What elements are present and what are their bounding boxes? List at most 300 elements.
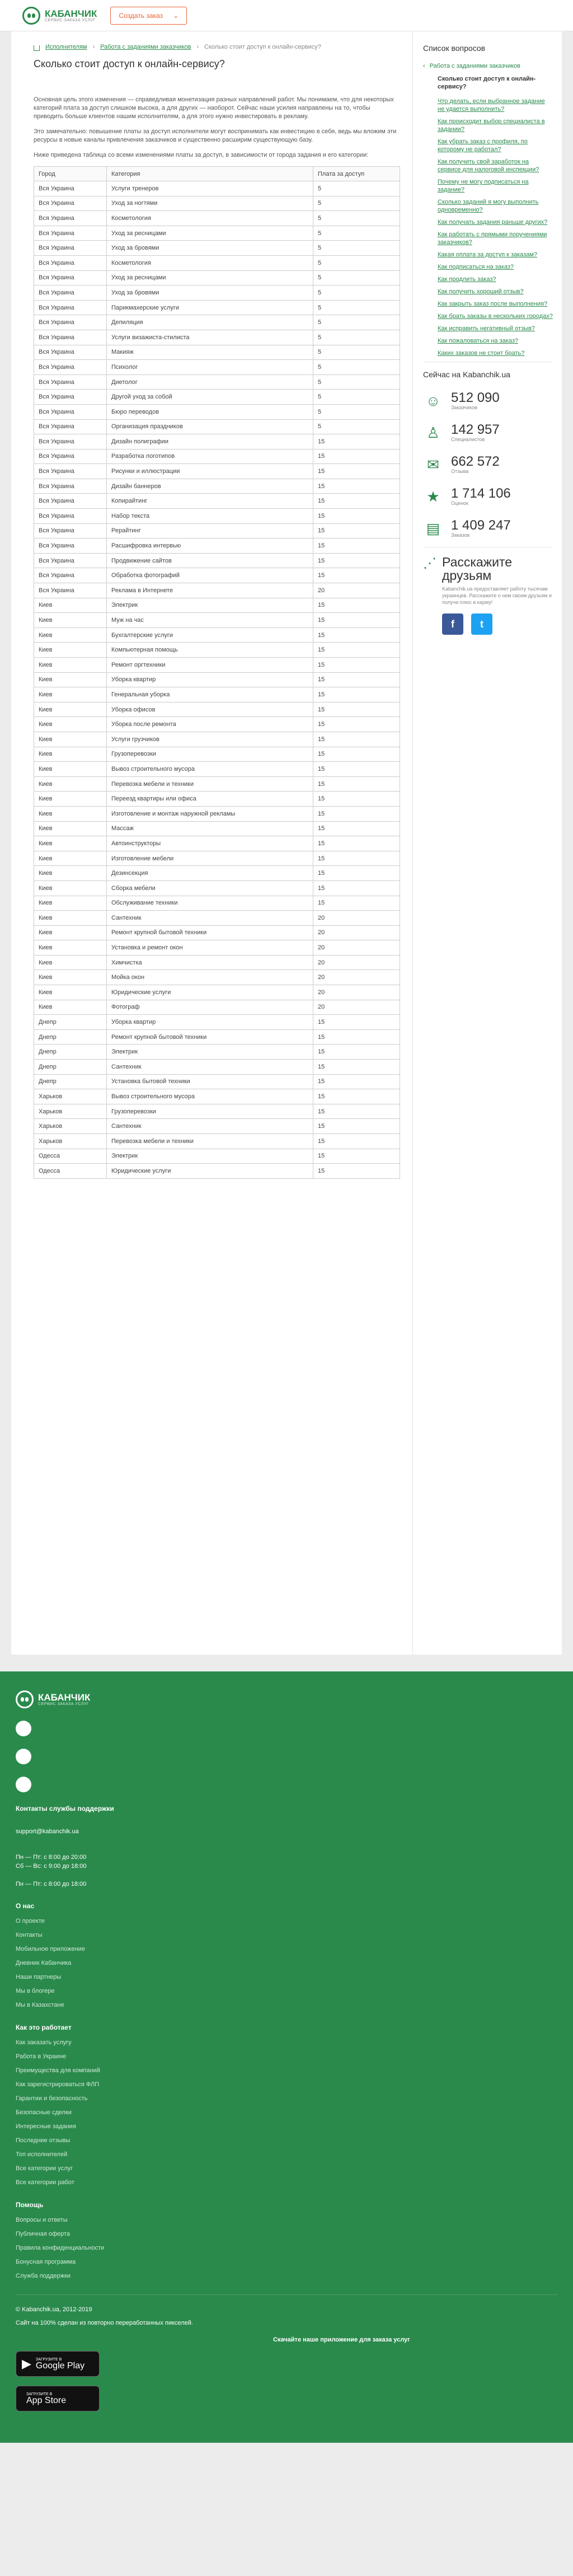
table-row [34,1104,400,1119]
table-body [34,181,400,1179]
stat-item [423,451,553,479]
footer [0,1671,573,2443]
price-cell: 5 [313,404,400,419]
price-cell: 15 [313,732,400,747]
category-cell: Косметология [107,211,313,226]
how-links [16,2036,557,2190]
city-cell: Киев [34,627,107,643]
city-cell: Киев [34,776,107,791]
question-link[interactable]: Какая оплата за доступ к заказам? [438,251,538,258]
price-cell: 5 [313,300,400,315]
price-cell: 15 [313,613,400,628]
table-row [34,643,400,658]
table-row [34,1074,400,1089]
city-cell: Вся Украина [34,390,107,405]
stat-item [423,514,553,542]
table-row [34,494,400,509]
table-row [34,985,400,1000]
category-cell: Ремонт оргтехники [107,658,313,673]
city-cell: Днепр [34,1060,107,1075]
question-link[interactable]: Как убрать заказ с профиля, по которому не работал? [438,138,528,153]
price-cell: 15 [313,1134,400,1149]
price-cell: 15 [313,1104,400,1119]
price-cell: 15 [313,449,400,464]
table-row [34,1015,400,1030]
city-cell: Днепр [34,1045,107,1060]
category-cell: Услуги грузчиков [107,732,313,747]
city-cell: Киев [34,925,107,940]
city-cell: Харьков [34,1134,107,1149]
table-row [34,866,400,881]
chevron-left-icon: ‹ [423,63,425,69]
table-row [34,1060,400,1075]
city-cell: Вся Украина [34,211,107,226]
stat-label: Оценок [451,500,468,506]
support-heading: Контакты службы поддержки [16,1805,114,1812]
category-cell: Автоинструкторы [107,836,313,851]
question-link[interactable]: Как пожаловаться на заказ? [438,338,518,344]
city-cell: Вся Украина [34,300,107,315]
city-cell: Днепр [34,1029,107,1045]
price-cell: 15 [313,687,400,702]
city-cell: Киев [34,851,107,866]
category-cell: Копирайтинг [107,494,313,509]
category-cell: Мойка окон [107,970,313,985]
table-row [34,1089,400,1104]
stat-number: 1 714 106 [451,486,511,501]
city-cell: Киев [34,821,107,836]
price-cell: 5 [313,270,400,285]
category-cell: Вывоз строительного мусора [107,1089,313,1104]
breadcrumb-current: Сколько стоит доступ к онлайн-сервису? [204,44,321,50]
price-cell: 5 [313,330,400,345]
table-row [34,598,400,613]
footer-link-help[interactable]: Правила конфиденциальности [16,2245,105,2251]
city-cell: Вся Украина [34,181,107,196]
city-cell: Вся Украина [34,241,107,256]
footer-logo-subtitle: СЕРВИС ЗАКАЗА УСЛУГ [38,1702,90,1706]
price-cell: 15 [313,702,400,717]
price-cell: 5 [313,345,400,360]
city-cell: Киев [34,836,107,851]
footer-link-how[interactable]: Топ исполнителей [16,2151,68,2158]
table-row [34,776,400,791]
page [11,31,562,1655]
support-hours: Сб — Вс: с 9:00 до 18:00 [16,1863,87,1870]
table-row [34,911,400,926]
city-cell: Вся Украина [34,270,107,285]
article [11,31,413,1655]
category-cell: Генеральная уборка [107,687,313,702]
twitter-icon[interactable]: t [471,613,492,635]
table-row [34,672,400,687]
category-cell: Химчистка [107,955,313,970]
table-row [34,1164,400,1179]
price-cell: 15 [313,762,400,777]
city-cell: Вся Украина [34,419,107,434]
share-block [423,555,553,635]
city-cell: Одесса [34,1149,107,1164]
category-cell: Уход за бровями [107,285,313,301]
category-cell: Сборка мебели [107,880,313,896]
category-cell: Юридические услуги [107,1164,313,1179]
home-icon[interactable] [34,45,40,51]
price-cell: 20 [313,1000,400,1015]
stat-icon: ▤ [426,519,440,537]
price-cell: 20 [313,985,400,1000]
logo-subtitle: СЕРВИС ЗАКАЗА УСЛУГ [45,18,96,22]
question-link[interactable]: Как брать заказы в нескольких городах? [438,313,553,320]
price-cell: 15 [313,836,400,851]
city-cell: Вся Украина [34,315,107,330]
price-cell: 15 [313,806,400,821]
city-cell: Вся Украина [34,583,107,598]
category-cell: Изготовление мебели [107,851,313,866]
footer-link-how[interactable]: Как зарегистрироваться ФЛП [16,2081,99,2088]
city-cell: Киев [34,702,107,717]
table-row [34,806,400,821]
stat-icon: ♙ [426,424,440,441]
footer-link-how[interactable]: Безопасные сделки [16,2109,72,2116]
footer-link-how[interactable]: Как заказать услугу [16,2039,72,2046]
price-cell: 15 [313,1074,400,1089]
footer-link-how[interactable]: Интересные задания [16,2123,76,2130]
question-link[interactable]: Как продлить заказ? [438,276,496,283]
stat-icon: ✉ [427,456,439,473]
store-name: App Store [26,2395,67,2405]
price-cell: 5 [313,285,400,301]
category-cell: Грузоперевозки [107,747,313,762]
price-cell: 15 [313,791,400,807]
footer-link-how[interactable]: Последние отзывы [16,2137,71,2144]
google-play-button[interactable] [16,2351,100,2377]
price-cell: 15 [313,434,400,449]
category-cell: Уход за ногтями [107,196,313,211]
table-row [34,315,400,330]
table-row [34,360,400,375]
category-cell: Расшифровка интервью [107,538,313,554]
stat-item [423,419,553,447]
question-link[interactable]: Сколько заданий я могу выполнить одновременно? [438,199,539,213]
about-heading: О нас [16,1902,35,1910]
support-hours: Пн — Пт: с 8:00 до 20:00 [16,1854,87,1861]
price-cell: 20 [313,955,400,970]
price-cell: 15 [313,494,400,509]
category-cell: Юридические услуги [107,985,313,1000]
category-cell: Реклама в Интернете [107,583,313,598]
category-cell: Массаж [107,821,313,836]
price-cell: 15 [313,627,400,643]
category-cell: Сантехник [107,911,313,926]
price-cell: 15 [313,1149,400,1164]
stat-number: 662 572 [451,454,500,469]
stat-label: Отзыва [451,469,469,474]
store-small-text: ЗАГРУЗИТЕ В [35,2357,62,2362]
help-heading: Помощь [16,2201,44,2209]
article-paragraph: Основная цель этого изменения — справедливая монетизация разных направлений работ. Мы понимаем, что для некоторых категорий плата за доступ слишком высока, а для других — наоборот. Сейчас наши усилия направлены на то, чтобы приводить больше клиентов нашим исполнителям, а для этого нужно инвестировать в рекламу. [34,96,394,120]
column-header-price: Плата за доступ [313,167,400,181]
price-cell: 15 [313,538,400,554]
table-row [34,285,400,301]
footer-link-how[interactable]: Все категории услуг [16,2165,73,2172]
category-cell: Сантехник [107,1119,313,1134]
city-cell: Вся Украина [34,464,107,479]
question-link[interactable]: Как получить хороший отзыв? [438,288,524,295]
logo-pig-icon [16,1690,34,1708]
table-row [34,1149,400,1164]
footer-link-help[interactable]: Публичная оферта [16,2231,71,2237]
city-cell: Вся Украина [34,360,107,375]
footer-logo[interactable] [16,1690,557,1708]
city-cell: Днепр [34,1074,107,1089]
city-cell: Киев [34,955,107,970]
table-row [34,687,400,702]
question-link[interactable]: Как получить свой заработок на сервисе для налоговой инспекции? [438,158,539,173]
price-cell: 15 [313,672,400,687]
city-cell: Харьков [34,1089,107,1104]
breadcrumb-separator: › [92,44,95,50]
question-link[interactable]: Как происходит выбор специалиста в задании? [438,118,545,133]
price-cell: 5 [313,241,400,256]
footer-link-how[interactable]: Гарантии и безопасность [16,2095,88,2102]
price-cell: 20 [313,940,400,956]
category-cell: Электрик [107,598,313,613]
phone-icon[interactable] [16,1721,31,1736]
question-link[interactable]: Как исправить негативный отзыв? [438,325,535,332]
category-cell: Косметология [107,255,313,270]
price-cell: 15 [313,479,400,494]
category-cell: Продвижение сайтов [107,553,313,568]
table-row [34,568,400,583]
footer-link-about[interactable]: Дневник Кабанчика [16,1960,72,1966]
city-cell: Киев [34,658,107,673]
footer-link-about[interactable]: Мы в блогере [16,1988,55,1994]
category-cell: Услуги тренеров [107,181,313,196]
category-cell: Обработка фотографий [107,568,313,583]
footer-link-help[interactable]: Служба поддержки [16,2273,71,2279]
city-cell: Вся Украина [34,553,107,568]
city-cell: Киев [34,762,107,777]
price-cell: 15 [313,717,400,732]
city-cell: Одесса [34,1164,107,1179]
store-small-text: ЗАГРУЗИТЕ В [26,2392,53,2396]
phone-icon[interactable] [16,1749,31,1764]
city-cell: Днепр [34,1015,107,1030]
category-cell: Другой уход за собой [107,390,313,405]
back-link-label: Работа с заданиями заказчиков [429,63,520,69]
city-cell: Вся Украина [34,345,107,360]
table-row [34,791,400,807]
support-hours [16,1871,557,1880]
table-row [34,955,400,970]
footer-link-about[interactable]: Контакты [16,1932,43,1938]
category-cell: Парикмахерские услуги [107,300,313,315]
table-row [34,255,400,270]
question-link[interactable]: Почему не могу подписаться на задание? [438,179,529,193]
price-cell: 15 [313,866,400,881]
category-cell: Макияж [107,345,313,360]
table-row [34,821,400,836]
category-cell: Компьютерная помощь [107,643,313,658]
question-link[interactable]: Как подписаться на заказ? [438,264,514,270]
city-cell: Вся Украина [34,523,107,538]
price-cell: 5 [313,419,400,434]
price-cell: 15 [313,851,400,866]
table-row [34,241,400,256]
city-cell: Киев [34,806,107,821]
create-order-button[interactable] [110,7,187,25]
made-text: Сайт на 100% сделан из повторно переработанных пикселей. [16,2320,193,2326]
table-row [34,940,400,956]
category-cell: Рисунки и иллюстрации [107,464,313,479]
category-cell: Муж на час [107,613,313,628]
city-cell: Харьков [34,1104,107,1119]
how-heading: Как это работает [16,2024,72,2031]
breadcrumb-link-work[interactable]: Работа с заданиями заказчиков [100,44,191,50]
price-cell: 15 [313,880,400,896]
price-cell: 5 [313,360,400,375]
question-link[interactable]: Как работать с прямыми поручениями заказчиков? [438,231,547,246]
stat-icon: ☺ [425,392,441,409]
back-link[interactable] [423,63,553,69]
table-row [34,479,400,494]
support-hours: Пн — Пт: с 8:00 до 18:00 [16,1881,87,1887]
price-cell: 15 [313,896,400,911]
footer-link-about[interactable]: Мобильное приложение [16,1946,85,1952]
access-price-table [34,166,400,1179]
page-title: Сколько стоит доступ к онлайн-сервису? [34,58,225,69]
city-cell: Киев [34,791,107,807]
category-cell: Организация праздников [107,419,313,434]
city-cell: Вся Украина [34,285,107,301]
price-cell: 15 [313,747,400,762]
top-bar [0,0,573,31]
footer-link-how[interactable]: Все категории работ [16,2179,74,2186]
chevron-down-icon: ⌄ [173,12,179,20]
city-cell: Вся Украина [34,196,107,211]
price-cell: 15 [313,776,400,791]
price-cell: 15 [313,1060,400,1075]
category-cell: Переезд квартиры или офиса [107,791,313,807]
sidebar [413,31,562,1655]
footer-link-about[interactable]: О проекте [16,1918,45,1924]
table-row [34,211,400,226]
question-list [423,75,553,357]
stat-item [423,483,553,510]
footer-link-how[interactable]: Преимущества для компаний [16,2067,100,2074]
category-cell: Грузоперевозки [107,1104,313,1119]
price-cell: 15 [313,1089,400,1104]
price-cell: 15 [313,1164,400,1179]
table-row [34,1045,400,1060]
price-cell: 20 [313,925,400,940]
question-link[interactable]: Как получать задания раньше других? [438,219,548,226]
table-row [34,449,400,464]
table-row [34,226,400,241]
stats-title: Сейчас на Kabanchik.ua [423,370,510,379]
breadcrumb-link-performers[interactable]: Исполнителям [45,44,87,50]
question-link[interactable]: Каких заказов не стоит брать? [438,350,525,357]
category-cell: Перевозка мебели и техники [107,776,313,791]
table-row [34,1134,400,1149]
share-icon: ⋰ [423,556,436,571]
city-cell: Вся Украина [34,404,107,419]
phone-icon[interactable] [16,1777,31,1792]
facebook-icon[interactable]: f [442,613,463,635]
logo-name: КАБАНЧИК [45,8,97,19]
category-cell: Уборка после ремонта [107,717,313,732]
stat-number: 142 957 [451,422,500,437]
footer-link-how[interactable]: Работа в Украине [16,2053,67,2060]
table-row [34,970,400,985]
table-row [34,658,400,673]
footer-link-help[interactable]: Бонусная программа [16,2259,76,2265]
category-cell: Электрик [107,1149,313,1164]
footer-link-about[interactable]: Мы в Казахстане [16,2002,64,2008]
table-row [34,702,400,717]
price-cell: 5 [313,255,400,270]
price-cell: 15 [313,509,400,524]
table-row [34,523,400,538]
category-cell: Сантехник [107,1060,313,1075]
table-row [34,613,400,628]
footer-link-about[interactable]: Наши партнеры [16,1974,62,1980]
google-play-icon: ▶ [22,2357,31,2371]
table-row [34,374,400,390]
city-cell: Вся Украина [34,226,107,241]
question-link[interactable]: Что делать, если выбранное задание не удается выполнить? [438,98,545,113]
category-cell: Уход за ресницами [107,226,313,241]
category-cell: Бухгалтерские услуги [107,627,313,643]
table-row [34,717,400,732]
breadcrumb-separator: › [196,44,199,50]
table-row [34,419,400,434]
table-row [34,1000,400,1015]
stat-number: 1 409 247 [451,518,511,533]
footer-link-help[interactable]: Вопросы и ответы [16,2217,68,2223]
app-store-button[interactable] [16,2386,100,2411]
table-row [34,896,400,911]
city-cell: Киев [34,613,107,628]
city-cell: Вся Украина [34,494,107,509]
category-cell: Ремонт крупной бытовой техники [107,925,313,940]
city-cell: Киев [34,1000,107,1015]
price-cell: 5 [313,315,400,330]
share-text: Kabanchik.ua предоставляет работу тысячам украинцев. Расскажите о нем своим друзьям и получи плюс в карму! [442,586,552,605]
table-row [34,583,400,598]
table-row [34,330,400,345]
question-link[interactable]: Как закрыть заказ после выполнения? [438,301,548,307]
city-cell: Харьков [34,1119,107,1134]
price-cell: 15 [313,568,400,583]
table-row [34,300,400,315]
stat-label: Заказчиков [451,405,477,410]
category-cell: Психолог [107,360,313,375]
article-paragraph: Ниже приведена таблица со всеми изменениями платы за доступ, в зависимости от города задания и его категории: [34,152,369,158]
help-links [16,2213,557,2283]
category-cell: Фотограф [107,1000,313,1015]
price-cell: 15 [313,464,400,479]
about-links [16,1914,557,2012]
category-cell: Вывоз строительного мусора [107,762,313,777]
category-cell: Уборка офисов [107,702,313,717]
price-cell: 15 [313,658,400,673]
logo[interactable] [22,7,97,25]
stat-label: Заказов [451,532,470,538]
price-cell: 5 [313,374,400,390]
support-email[interactable]: support@kabanchik.ua [16,1828,79,1835]
category-cell: Изготовление и монтаж наружной рекламы [107,806,313,821]
